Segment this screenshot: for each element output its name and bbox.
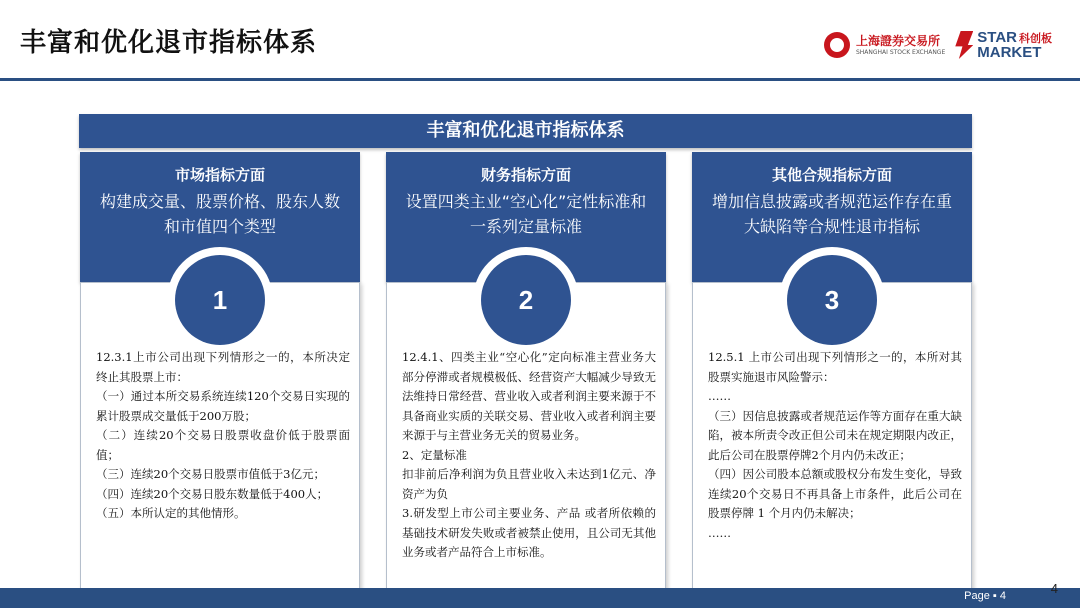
page-number: 4 [1050, 581, 1058, 596]
number-badge: 3 [787, 255, 877, 345]
panel-subtitle: 增加信息披露或者规范运作存在重大缺陷等合规性退市指标 [711, 192, 952, 236]
star-label: STAR [977, 29, 1017, 46]
rule-line: （三）因信息披露或者规范运作等方面存在重大缺陷，被本所责令改正但公司未在规定期限内改正，此后公司在股票停牌2个月内仍未改正； [708, 408, 962, 462]
panel-compliance [692, 152, 972, 588]
footer-bar [0, 588, 1080, 608]
rule-line: 12.5.1 上市公司出现下列情形之一的，本所对其股票实施退市风险警示： [708, 350, 962, 384]
rule-line: …… [708, 525, 731, 540]
star-bolt-icon [955, 31, 973, 59]
rule-line: …… [708, 389, 731, 403]
rule-line: （四）因公司股本总额或股权分布发生变化，导致连续20个交易日不再具备上市条件，此后公司在股票停牌 1 个月内仍未解决； [708, 467, 962, 520]
section-banner: 丰富和优化退市指标体系 [79, 114, 972, 148]
star-market-logo [955, 30, 1052, 60]
number-badge: 1 [175, 255, 265, 345]
rule-line: （一）通过本所交易系统连续120个交易日实现的累计股票成交量低于200万股； [96, 389, 350, 423]
panel-text [402, 348, 656, 563]
rule-line: 2、定量标准 [402, 447, 467, 462]
slide-title: 丰富和优化退市指标体系 [20, 28, 318, 58]
sse-name-en: SHANGHAI STOCK EXCHANGE [855, 48, 946, 56]
market-label: MARKET [977, 44, 1042, 61]
rule-line: 3.研发型上市公司主要业务、产品 或者所依赖的基础技术研发失败或者被禁止使用，且公司无其他业务或者产品符合上市标准。 [402, 506, 656, 559]
number-badge: 2 [481, 255, 571, 345]
panel-text [96, 348, 350, 524]
panel-subtitle: 设置四类主业“空心化”定性标准和一系列定量标准 [405, 192, 647, 236]
panel-heading: 财务指标方面 [480, 166, 571, 184]
panel-heading: 市场指标方面 [174, 166, 265, 184]
header-logos [824, 30, 1052, 60]
rule-line: 12.3.1上市公司出现下列情形之一的，本所决定终止其股票上市： [96, 350, 350, 384]
panel-financial [386, 152, 666, 588]
rule-line: （二）连续20个交易日股票收盘价低于股票面值； [96, 428, 350, 462]
rule-line: 扣非前后净利润为负且营业收入未达到1亿元、净资产为负 [402, 467, 656, 501]
page-label: Page ▪ 4 [964, 590, 1006, 602]
panel-subtitle: 构建成交量、股票价格、股东人数和市值四个类型 [99, 192, 340, 236]
star-label-cn: 科创板 [1019, 32, 1052, 45]
sse-logo [824, 32, 945, 58]
sse-emblem-icon [824, 32, 850, 58]
panel-market [80, 152, 360, 588]
rule-line: 12.4.1、四类主业“空心化”定向标准主营业务大部分停滞或者规模极低、经营资产大幅减少导致无法维持日常经营、营业收入或者利润主要来源于不具备商业实质的关联交易、营业收入或者利润主要来源于与主营业务无关的贸易业务。 [402, 350, 656, 442]
panel-heading: 其他合规指标方面 [771, 166, 892, 184]
rule-line: （四）连续20个交易日股东数量低于400人； [96, 486, 329, 501]
rule-line: （三）连续20个交易日股票市值低于3亿元； [96, 467, 325, 481]
sse-name-cn: 上海證券交易所 [855, 33, 940, 48]
rule-line: （五）本所认定的其他情形。 [96, 506, 246, 520]
panel-text [708, 348, 962, 543]
header-divider [0, 78, 1080, 81]
